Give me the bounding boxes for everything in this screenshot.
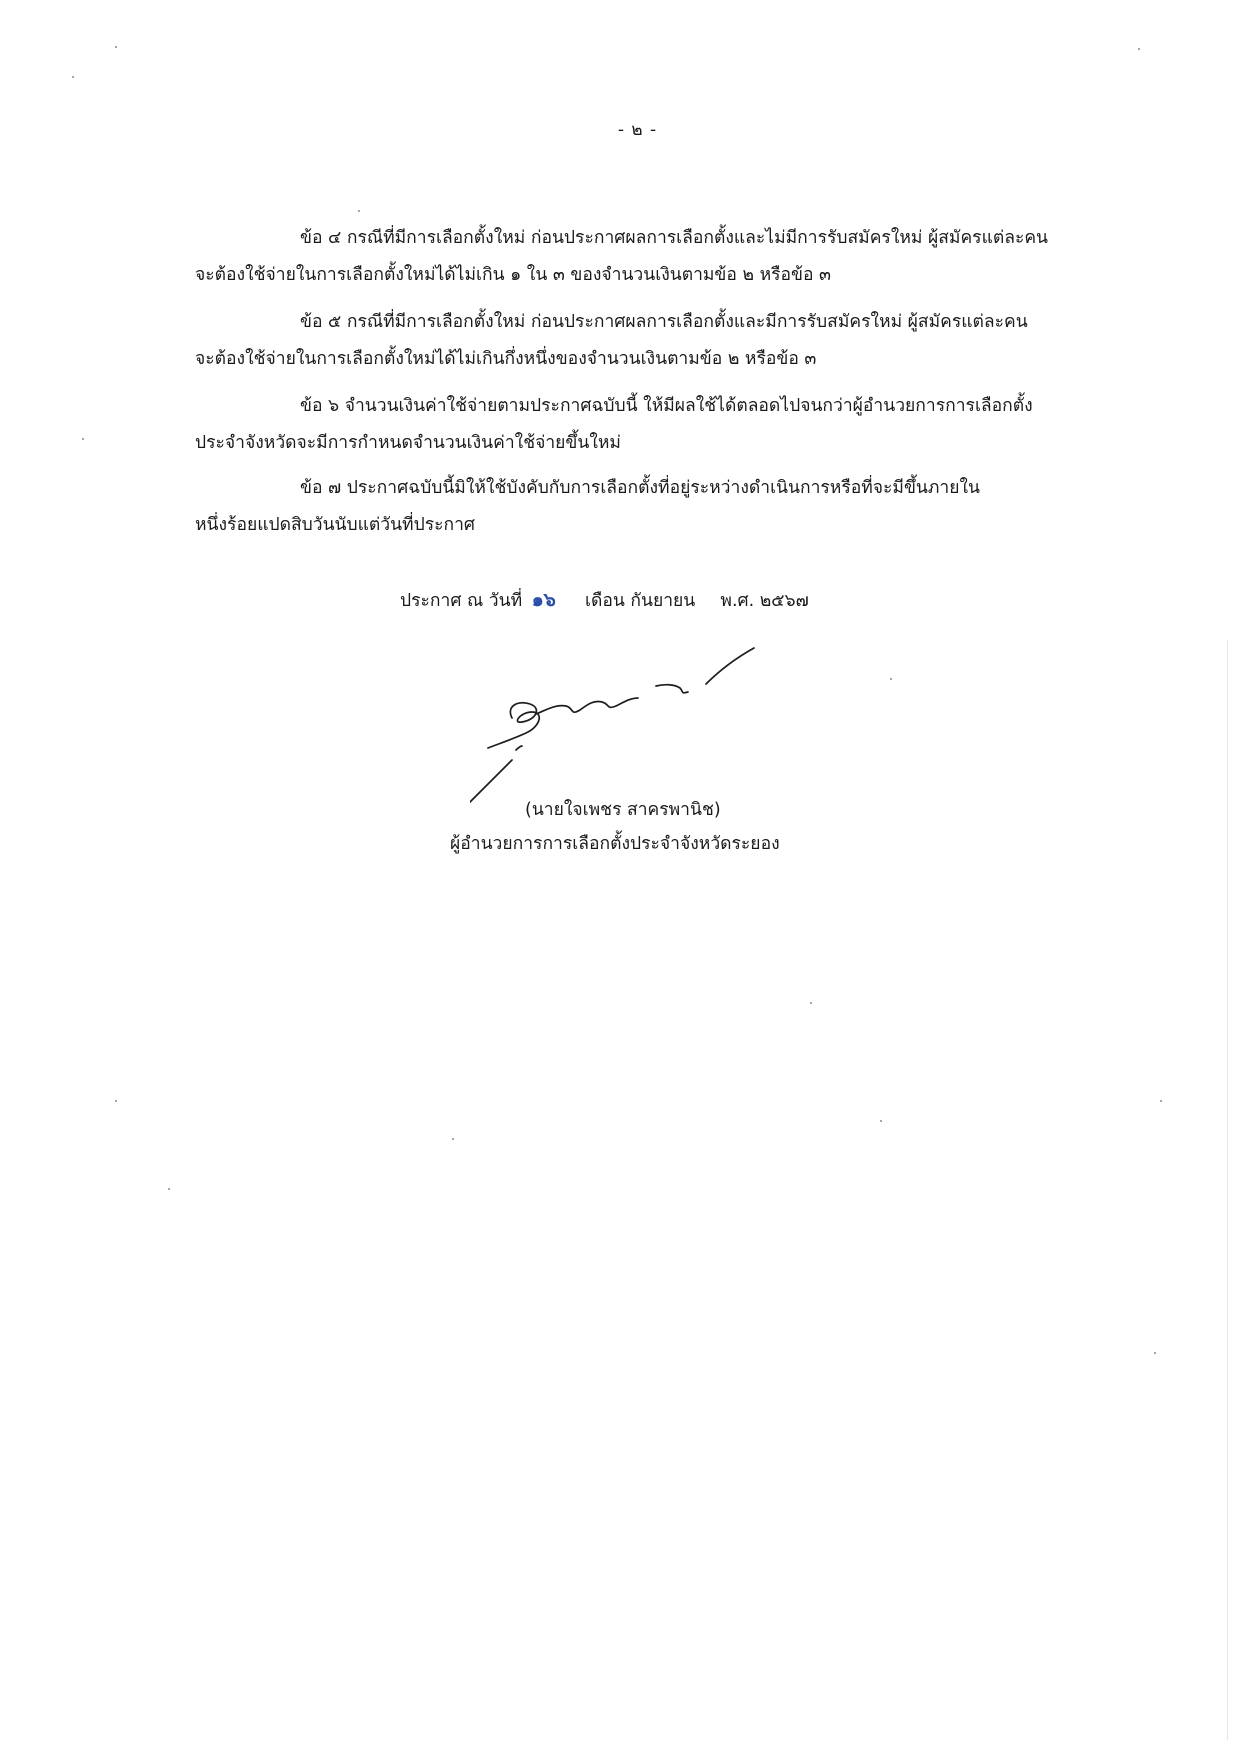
clause-4-continuation: จะต้องใช้จ่ายในการเลือกตั้งใหม่ได้ไม่เกิน ๑ ใน ๓ ของจำนวนเงินตามข้อ ๒ หรือข้อ ๓: [195, 265, 832, 285]
announcement-date-line: [400, 585, 809, 615]
scan-speck: [82, 438, 84, 440]
signer-title: ผู้อำนวยการการเลือกตั้งประจำจังหวัดระยอง: [450, 834, 780, 854]
scan-edge-line: [1227, 640, 1228, 1740]
scan-speck: [1154, 1352, 1156, 1354]
clause-7-first-line: ข้อ ๗ ประกาศฉบับนี้มิให้ใช้บังคับกับการเลือกตั้งที่อยู่ระหว่างดำเนินการหรือที่จะมีขึ้นภายใน: [300, 478, 981, 498]
clause-7-continuation: หนึ่งร้อยแปดสิบวันนับแต่วันที่ประกาศ: [195, 515, 476, 535]
clause-4-first-line: ข้อ ๔ กรณีที่มีการเลือกตั้งใหม่ ก่อนประกาศผลการเลือกตั้งและไม่มีการรับสมัครใหม่ ผู้สมัครแต่ละคน: [300, 228, 1049, 248]
clause-5-continuation: จะต้องใช้จ่ายในการเลือกตั้งใหม่ได้ไม่เกินกึ่งหนึ่งของจำนวนเงินตามข้อ ๒ หรือข้อ ๓: [195, 349, 817, 369]
announcement-day: ๑๖: [531, 589, 556, 611]
clause-5-first-line: ข้อ ๕ กรณีที่มีการเลือกตั้งใหม่ ก่อนประกาศผลการเลือกตั้งและมีการรับสมัครใหม่ ผู้สมัครแต่ละคน: [300, 312, 1028, 332]
announcement-prefix: ประกาศ ณ วันที่: [400, 591, 523, 611]
scan-speck: [810, 1002, 812, 1004]
clause-4: [195, 220, 1085, 294]
scan-speck: [880, 1120, 882, 1122]
scan-speck: [168, 1188, 170, 1190]
scan-speck: [1160, 1100, 1162, 1102]
page-number: - ๒ -: [617, 120, 658, 140]
announcement-year-label: พ.ศ.: [720, 591, 755, 611]
clause-6-first-line: ข้อ ๖ จำนวนเงินค่าใช้จ่ายตามประกาศฉบับนี้ ให้มีผลใช้ได้ตลอดไปจนกว่าผู้อำนวยการการเลือกตั้ง: [300, 396, 1033, 416]
scan-speck: [452, 1138, 454, 1140]
clause-5: [195, 304, 1085, 378]
announcement-month: กันยายน: [630, 591, 696, 611]
scan-speck: [72, 76, 74, 78]
scan-speck: [358, 210, 360, 212]
scan-speck: [890, 678, 892, 680]
scan-speck: [115, 1100, 117, 1102]
clause-6: [195, 388, 1085, 462]
announcement-year: ๒๕๖๗: [759, 591, 809, 611]
scan-speck: [115, 46, 117, 48]
clause-7: [195, 470, 1085, 544]
signer-name: (นายใจเพชร สาครพานิช): [525, 800, 721, 820]
announcement-month-label: เดือน: [584, 591, 625, 611]
scan-speck: [1138, 48, 1140, 50]
clause-6-continuation: ประจำจังหวัดจะมีการกำหนดจำนวนเงินค่าใช้จ่ายขึ้นใหม่: [195, 433, 621, 453]
